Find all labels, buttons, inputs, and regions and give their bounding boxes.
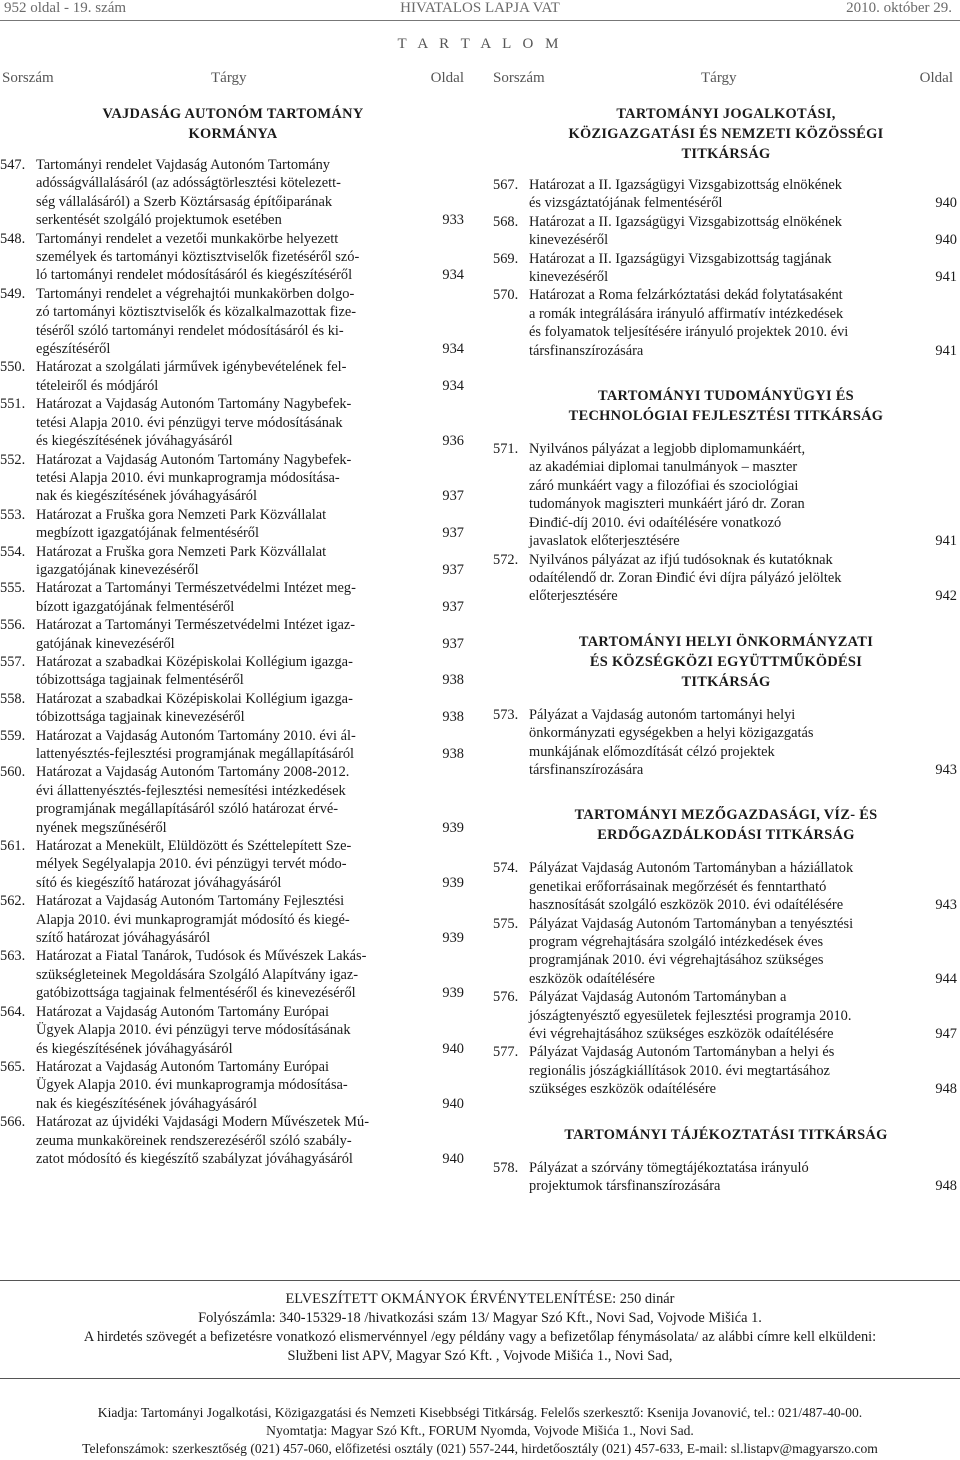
imprint-line: Kiadja: Tartományi Jogalkotási, Közigazgatási és Nemzeti Kisebbségi Titkárság. Felelős szerkesztő: Ksenija Jovanović, tel.: 021/487-40-00. — [97, 1405, 863, 1420]
entry-page-number: 940 — [442, 1095, 464, 1112]
running-head — [0, 0, 960, 20]
entry-number: 552. — [0, 451, 26, 468]
toc-entry — [0, 727, 466, 764]
toc-entry — [0, 395, 466, 450]
entry-number: 557. — [0, 653, 26, 670]
left-column-header — [0, 70, 466, 90]
entry-number: 555. — [0, 580, 26, 597]
entry-page-number: 933 — [442, 212, 464, 229]
entry-title: Tartományi rendelet a végrehajtói munkakörben dolgo- zó tartományi köztisztviselők és közalkalmazottak fize- téséről szóló tartományi rendelet módosításáról és ki- egészítéséről — [36, 285, 357, 358]
lost-documents-notice — [0, 1290, 960, 1366]
entry-page-number: 938 — [442, 672, 464, 689]
entry-page-number: 940 — [935, 195, 957, 212]
entry-page-number: 940 — [442, 1040, 464, 1057]
entry-title: Határozat a Vajdaság Autonóm Tartomány Európai Ügyek Alapja 2010. évi munkaprogramja módosítása- nak és kiegészítésének jóváhagyásáról — [36, 1058, 348, 1112]
entry-number: 566. — [0, 1114, 26, 1131]
entry-title: Határozat a Roma felzárkóztatási dekád folytatásaként a romák integrálására irányuló affirmatív intézkedések és folyamatok teljesítésére irányuló projektek 2010. évi társfinanszírozására — [529, 287, 849, 359]
toc-entry — [0, 230, 466, 285]
toc-entry — [0, 690, 466, 727]
toc-entry — [0, 579, 466, 616]
entry-page-number: 939 — [442, 874, 464, 891]
entry-page-number: 943 — [935, 761, 957, 778]
entry-number: 568. — [493, 213, 519, 230]
entry-number: 570. — [493, 287, 519, 304]
toc-entry — [493, 551, 959, 606]
toc-entry — [0, 358, 466, 395]
toc-entry — [0, 506, 466, 543]
imprint-line: Telefonszámok: szerkesztőség (021) 457-060, előfizetési osztály (021) 557-244, hirdetőosztály (021) 457-633, E-mail: sl.listapv@magyarszo.com — [82, 1441, 878, 1456]
entry-page-number: 936 — [442, 433, 464, 450]
entry-page-number: 942 — [935, 588, 957, 605]
entry-page-number: 937 — [442, 488, 464, 505]
toc-entry — [493, 988, 959, 1043]
entry-title: Határozat a Vajdaság Autonóm Tartomány 2010. évi ál- lattenyésztés-fejlesztési programjának megállapításáról — [36, 727, 356, 762]
entry-number: 564. — [0, 1003, 26, 1020]
toc-entry — [0, 892, 466, 947]
entry-number: 575. — [493, 915, 519, 932]
entry-page-number: 939 — [442, 985, 464, 1002]
entry-title: Határozat a Tartományi Természetvédelmi Intézet igaz- gatójának kinevezéséről — [36, 617, 356, 652]
col-sorszam-left: Sorszám — [2, 70, 54, 86]
publication-title: HIVATALOS LAPJA VAT — [400, 0, 560, 16]
entry-title: Határozat a Vajdaság Autonóm Tartomány Nagybefek- tetési Alapja 2010. évi pénzügyi terve módosításának és kiegészítésének jóváhagyásáról — [36, 396, 352, 450]
toc-entry — [493, 176, 959, 213]
entry-number: 562. — [0, 893, 26, 910]
entry-title: Határozat a Fruška gora Nemzeti Park Közvállalat megbízott igazgatójának felmentéséről — [36, 506, 327, 542]
entry-title: Nyilvános pályázat az ifjú tudósoknak és kutatóknak odaítélendő dr. Zoran Đinđić évi díjra pályázó jelöltek előterjesztésére — [529, 551, 842, 605]
section-title: TARTOMÁNYI JOGALKOTÁSI, KÖZIGAZGATÁSI ÉS NEMZETI KÖZÖSSÉGI TITKÁRSÁG — [568, 106, 884, 162]
entry-page-number: 939 — [442, 930, 464, 947]
toc-entry — [0, 543, 466, 580]
section-title: VAJDASÁG AUTONÓM TARTOMÁNY KORMÁNYA — [102, 106, 364, 142]
entry-number: 572. — [493, 551, 519, 568]
entry-number: 551. — [0, 396, 26, 413]
entry-page-number: 934 — [442, 341, 464, 358]
notice-top-rule — [0, 1280, 960, 1281]
entry-page-number: 937 — [442, 598, 464, 615]
entry-title: Pályázat a szórvány tömegtájékoztatása irányuló projektumok társfinanszírozására — [529, 1159, 809, 1195]
toc-entry — [0, 763, 466, 837]
entry-number: 558. — [0, 690, 26, 707]
entry-number: 577. — [493, 1044, 519, 1061]
toc-entry — [493, 859, 959, 914]
page-number-issue: 952 oldal - 19. szám — [4, 0, 127, 16]
col-targy-left: Tárgy — [211, 70, 247, 86]
entry-title: Tartományi rendelet Vajdaság Autonóm Tartomány adósságvállalásáról (az adósságtörlesztési kötelezett- ség vállalásáról) a Szerb Köztársaság építőiparának serkentését szolgáló projektumok esetében — [36, 157, 341, 229]
entry-page-number: 948 — [935, 1178, 957, 1195]
entry-number: 547. — [0, 157, 26, 173]
entry-title: Határozat a Vajdaság Autonóm Tartomány Európai Ügyek Alapja 2010. évi pénzügyi terve módosításának és kiegészítésének jóváhagyásáról — [36, 1003, 351, 1057]
entry-title: Határozat a Tartományi Természetvédelmi Intézet meg- bízott igazgatójának felmentéséről — [36, 580, 356, 615]
entry-number: 560. — [0, 764, 26, 781]
entry-number: 561. — [0, 838, 26, 855]
entry-number: 571. — [493, 441, 519, 458]
entry-page-number: 937 — [442, 561, 464, 578]
toc-entry — [493, 706, 959, 780]
notice-line: A hirdetés szövegét a befizetésre vonatkozó elismervénnyel /egy példány vagy a befizetőlap fénymásolata/ az alábbi címre kell elküldeni: — [83, 1329, 877, 1345]
toc-entry — [0, 653, 466, 690]
toc-entry — [493, 915, 959, 989]
col-oldal-left: Oldal — [430, 70, 464, 86]
entry-number: 565. — [0, 1058, 26, 1075]
toc-entry — [493, 1159, 959, 1196]
entry-title: Pályázat Vajdaság Autonóm Tartományban a tenyésztési program végrehajtására szolgáló intézkedések éves programjának 2010. évi végrehajtásához szükséges eszközök odaítélésére — [529, 915, 854, 987]
toc-entry — [493, 1043, 959, 1098]
entry-page-number: 941 — [935, 342, 957, 359]
toc-entry — [493, 440, 959, 550]
toc-entry — [0, 1113, 466, 1168]
entry-number: 567. — [493, 177, 519, 193]
section-title: TARTOMÁNYI MEZŐGAZDASÁGI, VÍZ- ÉS ERDŐGAZDÁLKODÁSI TITKÁRSÁG — [574, 807, 878, 844]
imprint-line: Nyomtatja: Magyar Szó Kft., FORUM Nyomda, Vojvode Mišića 1., Novi Sad. — [266, 1423, 694, 1438]
entry-title: Pályázat Vajdaság Autonóm Tartományban a jószágtenyésztő egyesületek fejlesztési programja 2010. évi végrehajtásához szükséges eszközök odaítélésére — [529, 989, 852, 1042]
notice-line: ELVESZÍTETT OKMÁNYOK ÉRVÉNYTELENÍTÉSE: 250 dinár — [285, 1291, 675, 1307]
toc-entry — [493, 213, 959, 250]
entry-page-number: 941 — [935, 533, 957, 550]
entry-title: Határozat az újvidéki Vajdasági Modern Művészetek Mú- zeuma munkaköreinek rendszerezéséről szóló szabály- zatot módosító és kiegészítő szabályzat jóváhagyásáról — [36, 1114, 370, 1167]
entry-page-number: 934 — [442, 267, 464, 284]
toc-entry — [493, 250, 959, 287]
entry-title: Nyilvános pályázat a legjobb diplomamunkáért, az akadémiai diplomai tanulmányok – maszter záró munkáért vagy a filozófiai és szociológiai tudományok magiszteri munkáért járó dr. Zoran Đinđić-díj 2010. évi odaítélésére vonatkozó javaslatok előterjesztésére — [529, 441, 806, 550]
entry-number: 548. — [0, 230, 26, 247]
entry-title: Határozat a Vajdaság Autonóm Tartomány Fejlesztési Alapja 2010. évi munkaprogramját módosító és kiegé- szítő határozat jóváhagyásáról — [36, 893, 350, 947]
entry-title: Határozat a Fiatal Tanárok, Tudósok és Művészek Lakás- szükségleteinek Megoldására Szolgáló Alapítvány igaz- gatóbizottsága tagjainak felmentéséről és kinevezéséről — [36, 948, 367, 1002]
entry-page-number: 947 — [935, 1026, 957, 1042]
section-title: TARTOMÁNYI TUDOMÁNYÜGYI ÉS TECHNOLÓGIAI FEJLESZTÉSI TITKÁRSÁG — [568, 388, 884, 425]
toc-entry — [0, 1003, 466, 1058]
entry-number: 578. — [493, 1159, 519, 1176]
entry-number: 576. — [493, 989, 519, 1006]
section-title: TARTOMÁNYI TÁJÉKOZTATÁSI TITKÁRSÁG — [564, 1126, 888, 1143]
col-oldal-right: Oldal — [919, 70, 953, 86]
entry-page-number: 941 — [935, 269, 957, 286]
notice-line: Folyószámla: 340-15329-18 /hivatkozási szám 13/ Magyar Szó Kft., Novi Sad, Vojvode Mišića 1. — [198, 1310, 762, 1326]
toc-title: T A R T A L O M — [397, 36, 563, 52]
entry-title: Határozat a II. Igazságügyi Vizsgabizottság elnökének és vizsgáztatójának felmentéséről — [529, 177, 842, 212]
entry-number: 563. — [0, 948, 26, 965]
toc-right-column — [493, 104, 959, 1195]
entry-number: 554. — [0, 543, 26, 560]
entry-number: 559. — [0, 727, 26, 744]
entry-title: Határozat a Vajdaság Autonóm Tartomány Nagybefek- tetési Alapja 2010. évi munkaprogramja módosítása- nak és kiegészítésének jóváhagyásáról — [36, 451, 352, 505]
entry-title: Határozat a szolgálati járművek igénybevételének fel- tételeiről és módjáról — [36, 359, 347, 394]
toc-entry — [0, 1058, 466, 1113]
entry-number: 549. — [0, 285, 26, 302]
entry-title: Határozat a szabadkai Középiskolai Kollégium igazga- tóbizottsága tagjainak felmentéséről — [36, 653, 353, 689]
imprint — [0, 1404, 960, 1458]
entry-title: Határozat a Fruška gora Nemzeti Park Közvállalat igazgatójának kinevezéséről — [36, 543, 327, 578]
toc-left-column — [0, 104, 466, 1168]
entry-number: 569. — [493, 250, 519, 267]
entry-page-number: 937 — [442, 525, 464, 542]
entry-title: Határozat a II. Igazságügyi Vizsgabizottság elnökének kinevezéséről — [529, 213, 842, 249]
entry-page-number: 938 — [442, 746, 464, 762]
entry-title: Határozat a Menekült, Elüldözött és Széttelepített Sze- mélyek Segélyalapja 2010. évi pénzügyi tervét módo- sító és kiegészítő határozat jóváhagyásáról — [36, 838, 352, 891]
entry-number: 574. — [493, 860, 519, 877]
toc-entry — [0, 616, 466, 653]
entry-title: Határozat a Vajdaság Autonóm Tartomány 2008-2012. évi állattenyésztés-fejlesztési nemesítési intézkedések programjának megállapításáról szóló határozat érvé- nyének megszűnéséről — [36, 764, 350, 836]
toc-entry — [0, 837, 466, 892]
issue-date: 2010. október 29. — [846, 0, 952, 16]
toc-entry — [0, 285, 466, 359]
entry-page-number: 940 — [442, 1150, 464, 1167]
entry-page-number: 934 — [442, 377, 464, 394]
entry-page-number: 939 — [442, 819, 464, 836]
toc-entry — [0, 156, 466, 230]
notice-line: Službeni list APV, Magyar Szó Kft. , Vojvode Mišića 1., Novi Sad, — [287, 1348, 673, 1364]
entry-page-number: 944 — [935, 970, 957, 987]
col-sorszam-right: Sorszám — [493, 70, 545, 86]
entry-title: Határozat a szabadkai Középiskolai Kollégium igazga- tóbizottsága tagjainak kinevezéséről — [36, 690, 353, 726]
toc-entry — [0, 451, 466, 506]
entry-title: Pályázat Vajdaság Autonóm Tartományban a helyi és regionális jószágkiállítások 2010. évi megtartásához szükséges eszközök odaítélésére — [529, 1044, 835, 1098]
entry-title: Pályázat a Vajdaság autonóm tartományi helyi önkormányzati egységekben a helyi közigazgatás munkájának előmozdítását célzó projektek társfinanszírozására — [529, 706, 814, 778]
header-rule — [0, 20, 960, 21]
entry-page-number: 943 — [935, 897, 957, 914]
entry-title: Határozat a II. Igazságügyi Vizsgabizottság tagjának kinevezéséről — [529, 250, 832, 286]
entry-number: 556. — [0, 617, 26, 634]
entry-page-number: 948 — [935, 1081, 957, 1098]
entry-page-number: 938 — [442, 709, 464, 726]
entry-title: Pályázat Vajdaság Autonóm Tartományban a háziállatok genetikai erőforrásainak megőrzését és fenntartható hasznosítását szolgáló eszközök 2010. évi odaítélésére — [529, 860, 854, 914]
section-title: TARTOMÁNYI HELYI ÖNKORMÁNYZATI ÉS KÖZSÉGKÖZI EGYÜTTMŰKÖDÉSI TITKÁRSÁG — [578, 633, 874, 690]
toc-entry — [0, 947, 466, 1002]
notice-bottom-rule — [0, 1378, 960, 1379]
col-targy-right: Tárgy — [701, 70, 737, 86]
entry-page-number: 937 — [442, 635, 464, 652]
toc-entry — [493, 286, 959, 360]
entry-title: Tartományi rendelet a vezetői munkakörbe helyezett személyek és tartományi köztisztviselők fizetéséről szó- ló tartományi rendelet módosításáról és kiegészítéséről — [36, 230, 360, 284]
entry-page-number: 940 — [935, 232, 957, 249]
entry-number: 553. — [0, 506, 26, 523]
right-column-header — [493, 70, 957, 90]
entry-number: 573. — [493, 706, 519, 723]
entry-number: 550. — [0, 359, 26, 376]
